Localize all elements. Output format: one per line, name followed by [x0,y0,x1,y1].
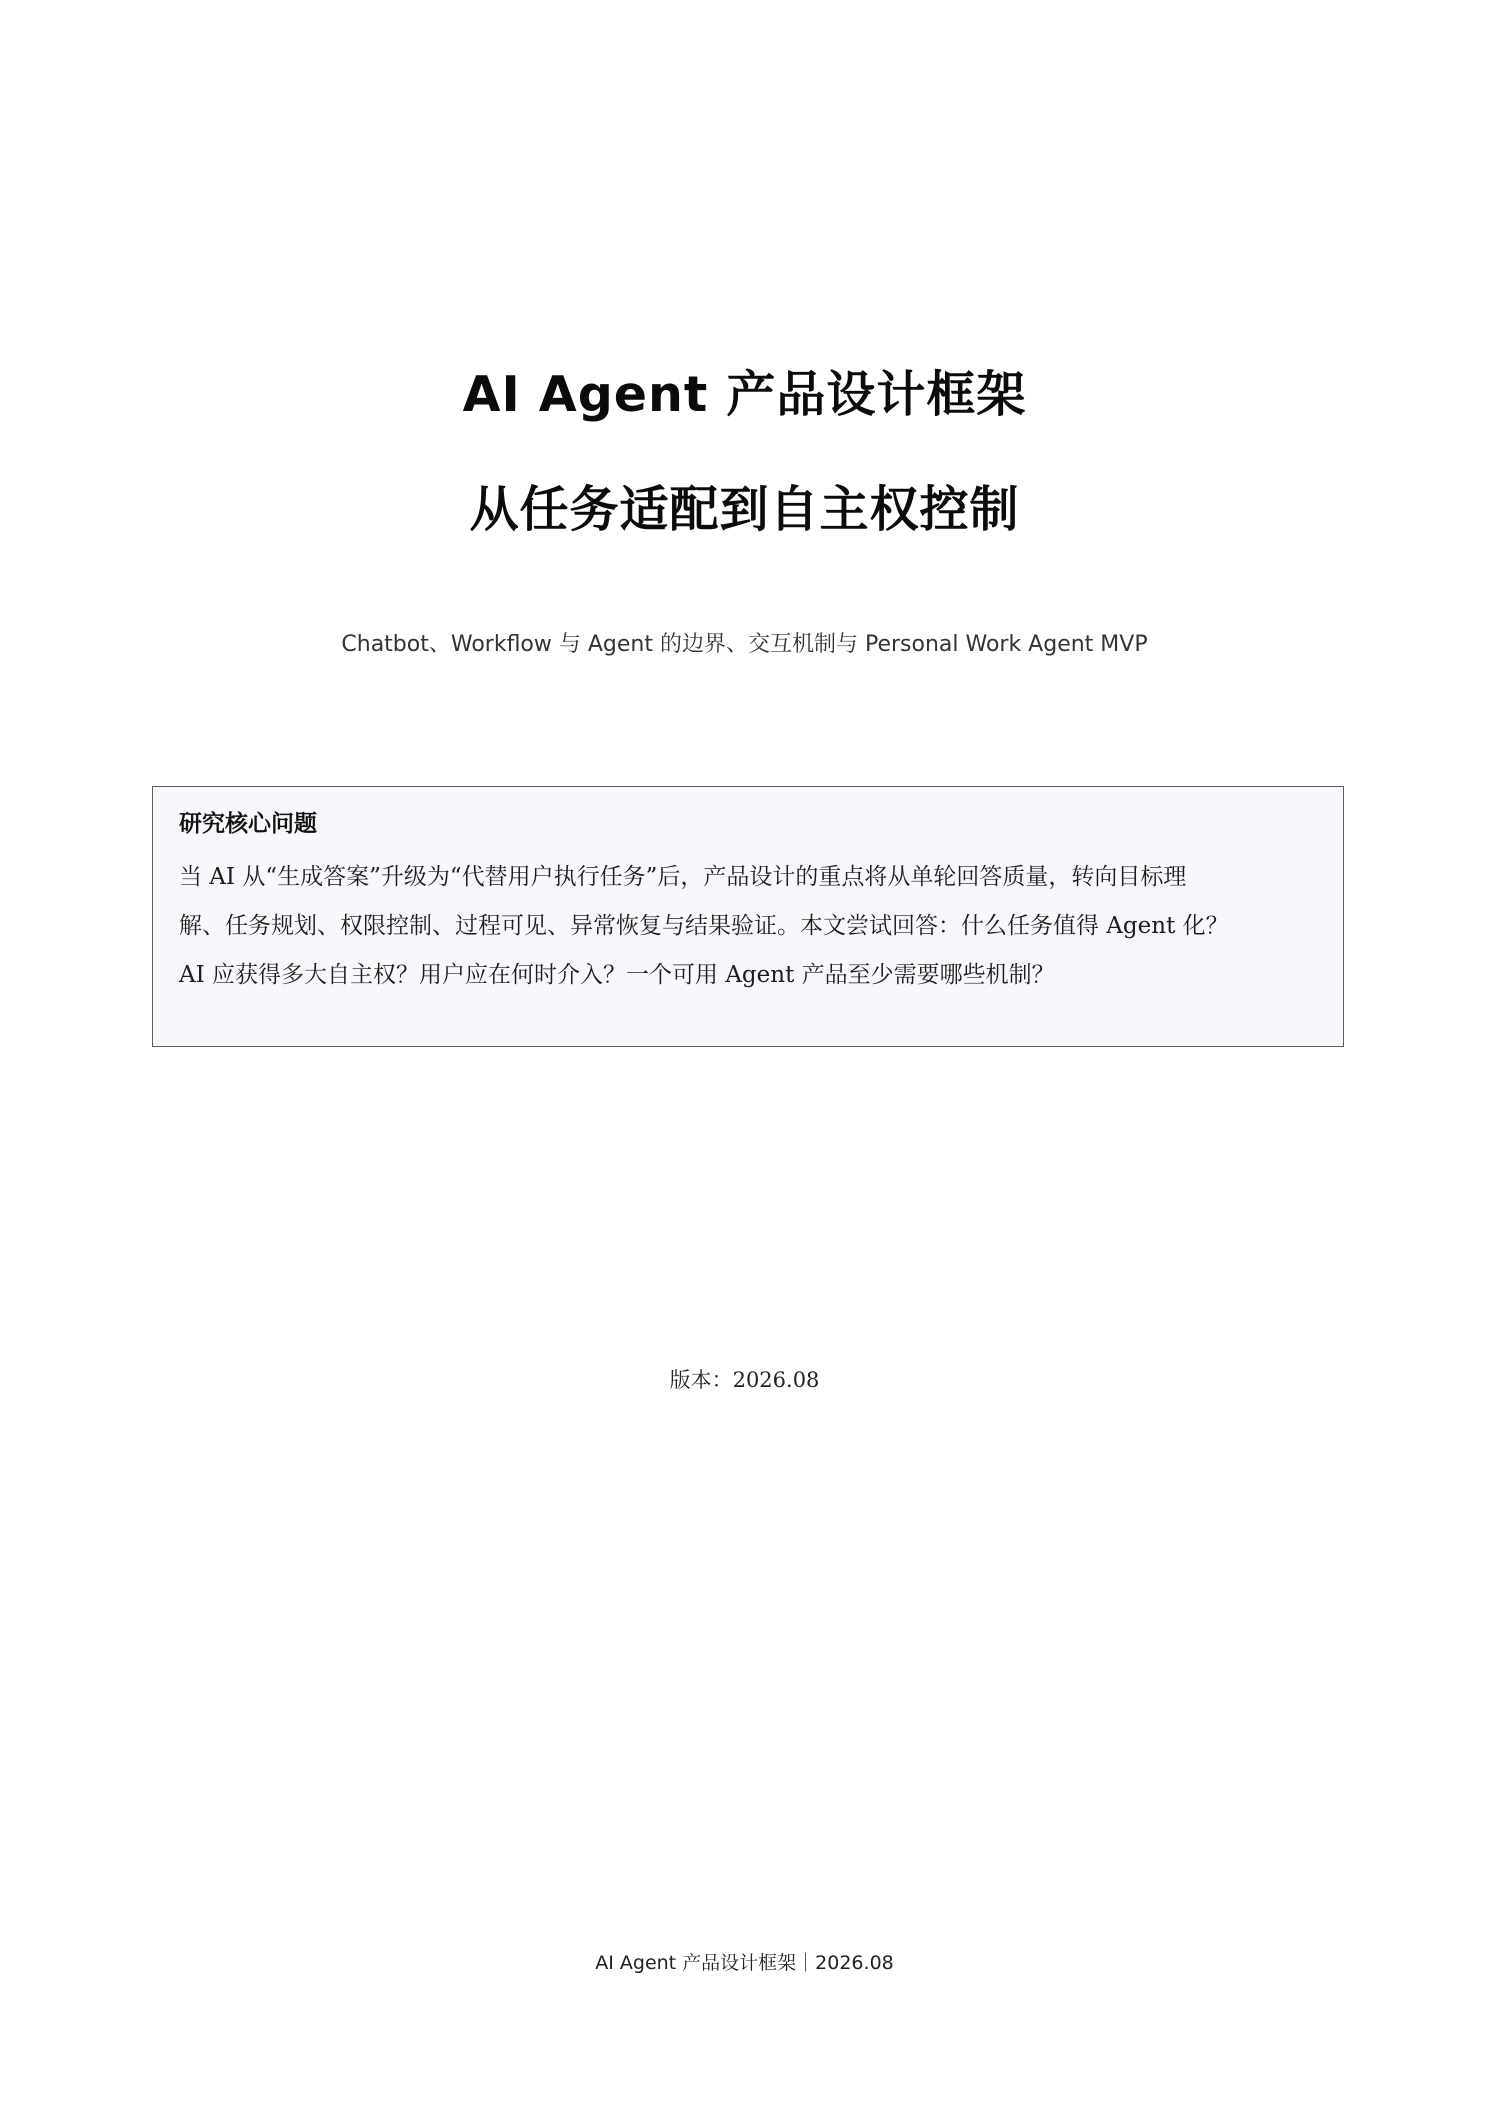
core-question-line: 解、任务规划、权限控制、过程可见、异常恢复与结果验证。本文尝试回答：什么任务值得 Agent 化？ [179,913,1229,939]
core-question-heading: 研究核心问题 [179,811,317,837]
document-version: 版本：2026.08 [669,1368,820,1392]
core-question-box [152,786,1344,1047]
document-title: AI Agent 产品设计框架 [462,366,1027,423]
core-question-line: AI 应获得多大自主权？用户应在何时介入？一个可用 Agent 产品至少需要哪些机制？ [179,962,1055,988]
document-subtitle: Chatbot、Workflow 与 Agent 的边界、交互机制与 Personal Work Agent MVP [341,632,1148,657]
document-subtitle-title: 从任务适配到自主权控制 [469,481,1020,538]
core-question-line: 当 AI 从“生成答案”升级为“代替用户执行任务”后，产品设计的重点将从单轮回答质量，转向目标理 [179,864,1187,890]
page-footer: AI Agent 产品设计框架｜2026.08 [595,1952,894,1974]
core-question-body [179,853,1317,1000]
